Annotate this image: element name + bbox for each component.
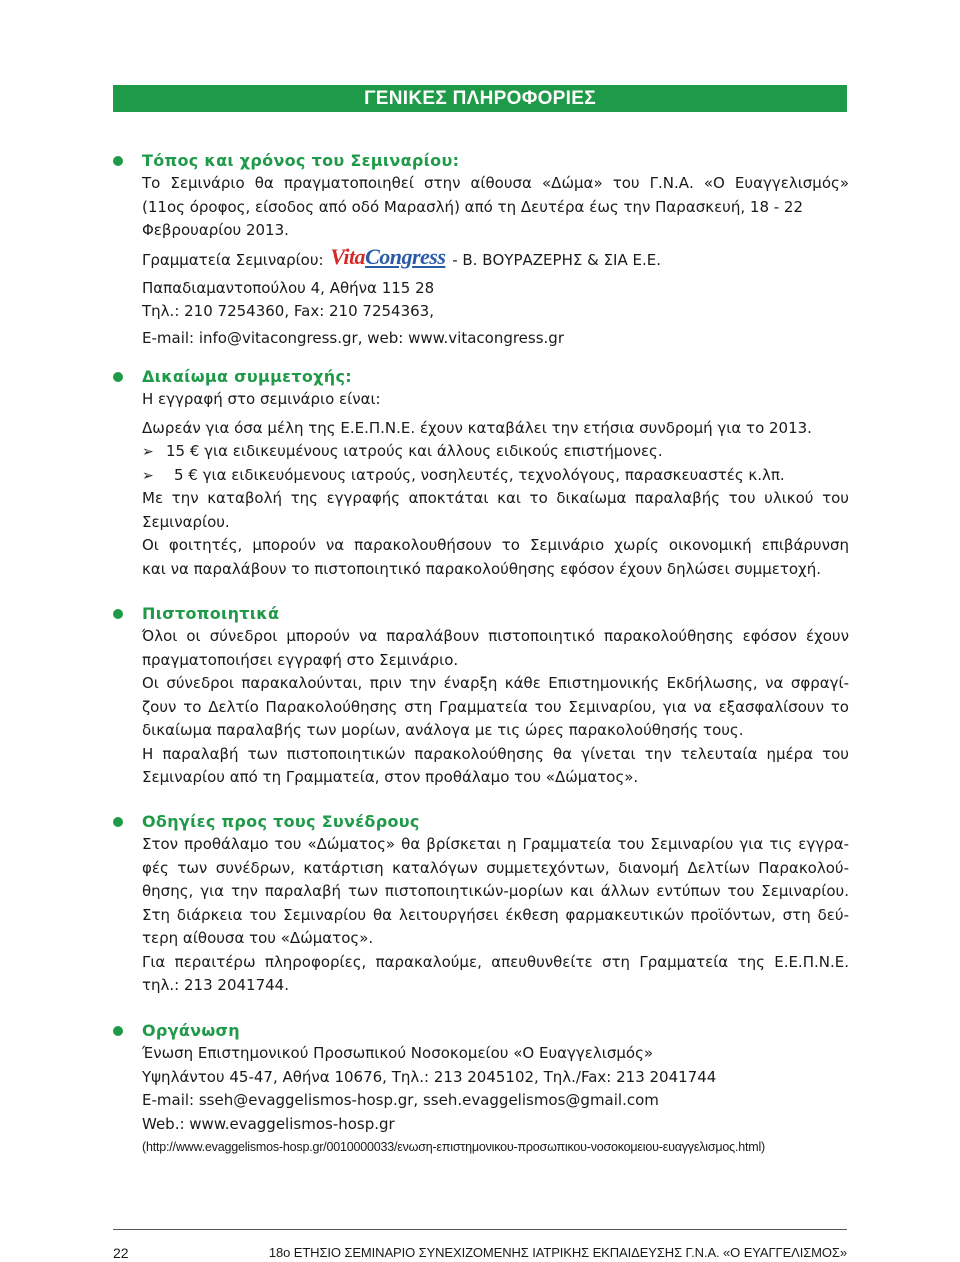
text-line: ζουν το Δελτίο Παρακολούθησης στη Γραμματεία του Σεμιναρίου, για να εξασφαλίσουν το <box>142 697 849 716</box>
text-line: τηλ.: 213 2041744. <box>142 976 289 994</box>
section-instructions <box>113 810 853 998</box>
bullet-icon <box>113 817 123 827</box>
bullet-icon <box>113 372 123 382</box>
text-line: Φεβρουαρίου 2013. <box>142 221 289 239</box>
arrow-bullet-icon: ➢ <box>142 444 154 460</box>
text-line: και να παραλάβουν το πιστοποιητικό παρακολούθησης εφόσον έχουν δηλώσει συμμετοχή. <box>142 559 821 578</box>
section-title: Πιστοποιητικά <box>142 604 280 623</box>
secretariat-name: - Β. ΒΟΥΡΑΖΕΡΗΣ & ΣΙΑ Ε.Ε. <box>452 250 661 269</box>
vitacongress-logo: VitaCongress <box>330 244 446 269</box>
text-line: Οι σύνεδροι παρακαλούνται, πριν την έναρξη κάθε Επιστημονικής Εκδήλωσης, να σφραγί- <box>142 674 849 692</box>
text-line: φές των συνέδρων, κατάρτιση καταλόγων συμμετεχόντων, διανομή Δελτίων Παρακολού- <box>142 858 849 877</box>
footer-text: 18ο ΕΤΗΣΙΟ ΣΕΜΙΝΑΡΙΟ ΣΥΝΕΧΙΖΟΜΕΝΗΣ ΙΑΤΡΙΚΗΣ ΕΚΠΑΙΔΕΥΣΗΣ Γ.Ν.Α. «Ο ΕΥΑΓΓΕΛΙΣΜΟΣ» <box>268 1245 847 1260</box>
section-title: Τόπος και χρόνος του Σεμιναρίου: <box>142 151 460 170</box>
arrow-bullet-icon: ➢ <box>142 467 154 484</box>
bullet-icon <box>113 609 123 619</box>
text-line: Στον προθάλαμο του «Δώματος» θα βρίσκεται η Γραμματεία του Σεμιναρίου για τις εγγρα- <box>142 835 849 853</box>
text-line: Με την καταβολή της εγγραφής αποκτάται και το δικαίωμα παραλαβής του υλικού του <box>142 489 849 507</box>
secretariat-line <box>142 243 849 277</box>
page-header: ΓΕΝΙΚΕΣ ΠΛΗΡΟΦΟΡΙΕΣ <box>113 85 847 112</box>
section-participation <box>113 365 853 581</box>
text-line: Υψηλάντου 45-47, Αθήνα 10676, Τηλ.: 213 2045102, Τηλ./Fax: 213 2041744 <box>142 1067 717 1086</box>
secretariat-label: Γραμματεία Σεμιναρίου: <box>142 250 324 269</box>
text-line: Στη διάρκεια του Σεμιναρίου θα λειτουργήσει έκθεση φαρμακευτικών προϊόντων, στη δεύ- <box>142 905 849 924</box>
text-line: Σεμιναρίου. <box>142 512 230 531</box>
footer-divider <box>113 1229 847 1230</box>
url-line: (http://www.evaggelismos-hosp.gr/0010000033/ενωση-επιστημονικου-προσωπικου-νοσοκομειου-ευαγγελισμος.html) <box>142 1140 765 1154</box>
text-line: Δωρεάν για όσα μέλη της Ε.Ε.Π.Ν.Ε. έχουν καταβάλει την ετήσια συνδρομή για το 2013. <box>142 418 812 437</box>
text-line: Τηλ.: 210 7254360, Fax: 210 7254363, <box>142 302 434 320</box>
text-line: E-mail: sseh@evaggelismos-hosp.gr, sseh.evaggelismos@gmail.com <box>142 1091 659 1109</box>
text-line: Web.: www.evaggelismos-hosp.gr <box>142 1114 395 1133</box>
bullet-icon <box>113 156 123 166</box>
fee-item: ➢ 5 € για ειδικευόμενους ιατρούς, νοσηλευτές, τεχνολόγους, παρασκευαστές κ.λπ. <box>142 464 849 488</box>
text-line: Η εγγραφή στο σεμινάριο είναι: <box>142 390 381 408</box>
section-title: Οδηγίες προς τους Συνέδρους <box>142 812 420 831</box>
text-line: Το Σεμινάριο θα πραγματοποιηθεί στην αίθουσα «Δώμα» του Γ.Ν.Α. «Ο Ευαγγελισμός» <box>142 174 849 192</box>
section-organization <box>113 1019 853 1160</box>
section-certificates <box>113 602 853 790</box>
section-venue <box>113 149 853 350</box>
text-line: (11ος όροφος, είσοδος από οδό Μαρασλή) από τη Δευτέρα έως την Παρασκευή, 18 - 22 <box>142 197 804 216</box>
fee-item: ➢ 15 € για ειδικευμένους ιατρούς και άλλους ειδικούς επιστήμονες. <box>142 440 849 464</box>
section-title: Δικαίωμα συμμετοχής: <box>142 367 352 386</box>
text-line: θησης, για την παραλαβή των πιστοποιητικών-μορίων και άλλων εντύπων του Σεμιναρίου. <box>142 882 849 900</box>
text-line: Σεμιναρίου από τη Γραμματεία, στον προθάλαμο του «Δώματος». <box>142 768 639 786</box>
contact-line: E-mail: info@vitacongress.gr, web: www.vitacongress.gr <box>142 328 564 347</box>
text-line: πραγματοποιήσει εγγραφή στο Σεμινάριο. <box>142 650 459 669</box>
text-line: Οι φοιτητές, μπορούν να παρακολουθήσουν το Σεμινάριο χωρίς οικονομική επιβάρυνση <box>142 536 849 554</box>
text-line: Η παραλαβή των πιστοποιητικών παρακολούθησης θα γίνεται την τελευταία ημέρα του <box>142 744 849 763</box>
text-line: δικαίωμα παραλαβής των μορίων, ανάλογα με τις ώρες παρακολούθησής τους. <box>142 721 744 739</box>
text-line: Παπαδιαμαντοπούλου 4, Αθήνα 115 28 <box>142 278 435 297</box>
bullet-icon <box>113 1026 123 1036</box>
text-line: Όλοι οι σύνεδροι μπορούν να παραλάβουν πιστοποιητικό παρακολούθησης εφόσον έχουν <box>142 627 849 645</box>
text-line: τερη αίθουσα του «Δώματος». <box>142 929 374 947</box>
page-number: 22 <box>113 1245 129 1261</box>
section-title: Οργάνωση <box>142 1021 241 1040</box>
text-line: Για περαιτέρω πληροφορίες, παρακαλούμε, απευθυνθείτε στη Γραμματεία της Ε.Ε.Π.Ν.Ε. <box>142 952 849 971</box>
text-line: Ένωση Επιστημονικού Προσωπικού Νοσοκομείου «Ο Ευαγγελισμός» <box>142 1044 654 1062</box>
